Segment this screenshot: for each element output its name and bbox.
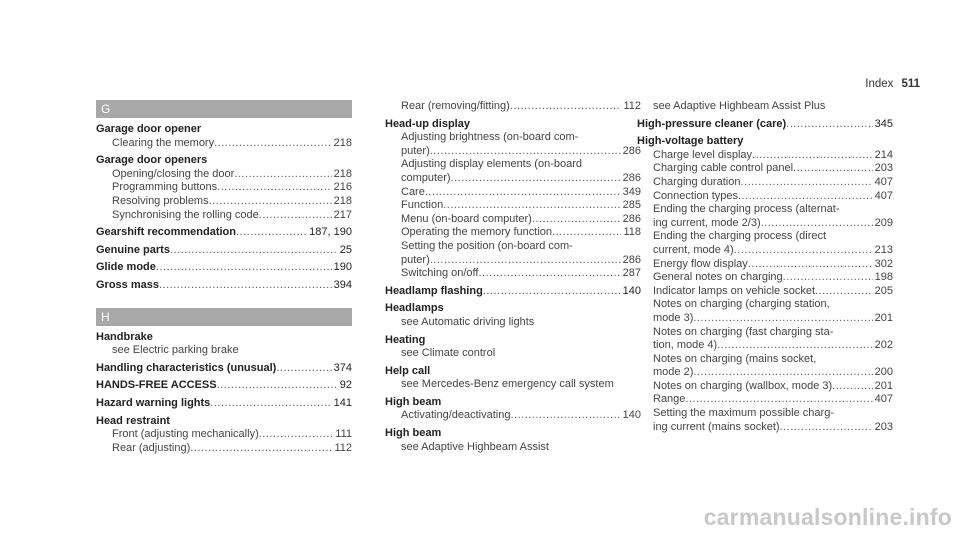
entry-title: Garage door opener (96, 123, 202, 135)
entry-title: High beam (385, 395, 442, 408)
sub-entry-line: Setting the maximum possible charg- (653, 407, 834, 420)
index-entry: High-pressure cleaner (care) ..... 345 (637, 118, 893, 132)
see-reference: see Mercedes-Benz emergency call system (401, 378, 614, 391)
see-reference: see Automatic driving lights (401, 315, 535, 328)
index-entry: Hazard warning lights ..... 141 (96, 397, 352, 411)
sub-entry: Charge level display ..... 214 (637, 149, 893, 163)
page-ref: 213 (874, 243, 893, 256)
sub-entry: puter) ..... 286 (385, 254, 641, 268)
sub-entry: puter) ..... 286 (385, 145, 641, 159)
sub-entry: Activating/deactivating ..... 140 (385, 409, 641, 423)
page-ref: 140 (622, 284, 641, 297)
sub-entry-line: Notes on charging (fast charging sta- (653, 325, 834, 338)
page-ref: 209 (874, 216, 893, 229)
sub-entry: Switching on/off ..... 287 (385, 267, 641, 281)
page-ref: 92 (339, 379, 352, 392)
index-entry (637, 100, 893, 114)
index-column-3 (637, 100, 893, 438)
sub-entry: Function ..... 285 (385, 199, 641, 213)
entry-title: Help call (385, 364, 431, 377)
page-ref: 201 (874, 311, 893, 324)
sub-entry: Connection types ..... 407 (637, 190, 893, 204)
letter-heading-g: G (96, 100, 352, 118)
index-entry (637, 135, 893, 434)
sub-entry-line: Notes on charging (mains socket, (653, 352, 817, 365)
sub-entry: Menu (on-board computer) ..... 286 (385, 213, 641, 227)
entry-title: Headlamps (385, 302, 444, 315)
index-entry: Glide mode ..... 190 (96, 261, 352, 275)
page-number: 511 (901, 78, 920, 90)
index-entry (385, 396, 641, 423)
sub-entry: current, mode 4) ..... 213 (637, 244, 893, 258)
index-entry: Gross mass ..... 394 (96, 279, 352, 293)
index-entry (385, 100, 641, 114)
page-ref: 287 (622, 267, 641, 280)
sub-entry-line: Adjusting display elements (on-board (401, 158, 582, 171)
sub-entry: ing current (mains socket) ..... 203 (637, 421, 893, 435)
sub-entry: Rear (adjusting) ..... 112 (96, 442, 352, 456)
page-ref: 216 (333, 181, 352, 194)
sub-entry: Energy flow display ..... 302 (637, 258, 893, 272)
sub-entry: Range ..... 407 (637, 393, 893, 407)
page-ref: 112 (623, 100, 641, 112)
index-entry: Handling characteristics (unusual) ..... 374 (96, 362, 352, 376)
sub-entry: Notes on charging (wallbox, mode 3) ..... 201 (637, 380, 893, 394)
page-ref: 286 (622, 253, 641, 266)
sub-entry: Front (adjusting mechanically) ..... 111 (96, 428, 352, 442)
page-ref: 407 (874, 393, 893, 406)
index-entry (96, 331, 352, 358)
see-reference: see Climate control (401, 347, 496, 360)
page-ref: 407 (874, 175, 893, 188)
page-ref: 112 (334, 441, 352, 454)
page-ref: 286 (622, 212, 641, 225)
entry-title: Head restraint (96, 414, 170, 427)
page-ref: 218 (333, 136, 352, 149)
page-header (865, 78, 920, 90)
entry-title: High beam (385, 427, 442, 440)
sub-entry: computer) ..... 286 (385, 172, 641, 186)
sub-entry: Operating the memory function ..... 118 (385, 226, 641, 240)
sub-entry: mode 3) ..... 201 (637, 312, 893, 326)
page-ref: 25 (339, 243, 352, 256)
sub-entry: General notes on charging ..... 198 (637, 271, 893, 285)
page-ref: 286 (622, 144, 641, 157)
sub-entry: Clearing the memory ..... 218 (96, 137, 352, 151)
sub-entry: Opening/closing the door ..... 218 (96, 168, 352, 182)
page-ref: 198 (874, 271, 893, 284)
index-entry (385, 302, 641, 329)
page-ref: 349 (622, 185, 641, 198)
index-entry: Headlamp flashing ..... 140 (385, 285, 641, 299)
page-ref: 140 (622, 409, 641, 422)
index-entry (96, 415, 352, 456)
page-ref: 190 (333, 261, 352, 274)
page-ref: 118 (623, 226, 641, 239)
see-reference: see Adaptive Highbeam Assist (401, 440, 549, 453)
index-entry (385, 365, 641, 392)
page-ref: 201 (874, 379, 893, 392)
index-entry (96, 154, 352, 222)
sub-entry-line: Ending the charging process (alternat- (653, 203, 840, 216)
entry-title: Head-up display (385, 117, 470, 130)
index-entry: Gearshift recommendation ..... 187, 190 (96, 226, 352, 240)
page-ref: 141 (333, 396, 352, 409)
page-ref: 394 (333, 278, 352, 291)
index-entry (385, 334, 641, 361)
page-ref: 302 (874, 257, 893, 270)
index-entry (385, 118, 641, 281)
page-ref: 205 (874, 284, 893, 297)
sub-entry-line: Ending the charging process (direct (653, 230, 827, 243)
sub-entry: tion, mode 4) ..... 202 (637, 339, 893, 353)
page-ref: 217 (333, 208, 352, 221)
page-ref: 218 (333, 167, 352, 180)
sub-entry: ing current, mode 2/3) ..... 209 (637, 217, 893, 231)
page-ref: 203 (874, 420, 893, 433)
sub-entry: Synchronising the rolling code ..... 217 (96, 209, 352, 223)
entry-title: High-voltage battery (637, 135, 744, 148)
index-entry: Genuine parts ..... 25 (96, 244, 352, 258)
section-title: Index (865, 78, 894, 90)
entry-title: Heating (385, 333, 426, 346)
index-entry (385, 427, 641, 454)
page-ref: 345 (874, 117, 893, 130)
page-ref: 218 (333, 194, 352, 207)
index-column-1 (96, 100, 352, 459)
sub-entry: mode 2) ..... 200 (637, 366, 893, 380)
sub-entry: Programming buttons ..... 216 (96, 181, 352, 195)
index-column-2 (385, 100, 641, 458)
sub-entry: Indicator lamps on vehicle socket ..... 205 (637, 285, 893, 299)
see-reference: see Electric parking brake (112, 344, 239, 357)
page-ref: 285 (622, 199, 641, 212)
sub-entry: Care ..... 349 (385, 186, 641, 200)
sub-entry-line: Adjusting brightness (on-board com- (401, 131, 579, 144)
see-reference: see Adaptive Highbeam Assist Plus (653, 100, 826, 112)
page-ref: 374 (333, 361, 352, 374)
entry-title: Garage door openers (96, 154, 208, 167)
page-ref: 407 (874, 189, 893, 202)
index-entry (96, 123, 352, 150)
sub-entry-line: Setting the position (on-board com- (401, 239, 573, 252)
sub-entry: Charging duration ..... 407 (637, 176, 893, 190)
page-ref: 203 (874, 162, 893, 175)
index-entry: HANDS-FREE ACCESS ..... 92 (96, 379, 352, 393)
letter-heading-h: H (96, 308, 352, 326)
sub-entry: Charging cable control panel ..... 203 (637, 162, 893, 176)
page-ref: 202 (874, 339, 893, 352)
page-ref: 214 (874, 148, 893, 161)
entry-title: Handbrake (96, 330, 153, 343)
sub-entry: Resolving problems ..... 218 (96, 195, 352, 209)
watermark: carmanualsonline.info (703, 504, 952, 530)
page-ref: 286 (622, 171, 641, 184)
page-ref: 187, 190 (309, 226, 352, 239)
sub-entry: Rear (removing/fitting) ..... 112 (385, 100, 641, 114)
page-ref: 200 (874, 366, 893, 379)
page-ref: 111 (335, 428, 352, 441)
sub-entry-line: Notes on charging (charging station, (653, 298, 830, 311)
